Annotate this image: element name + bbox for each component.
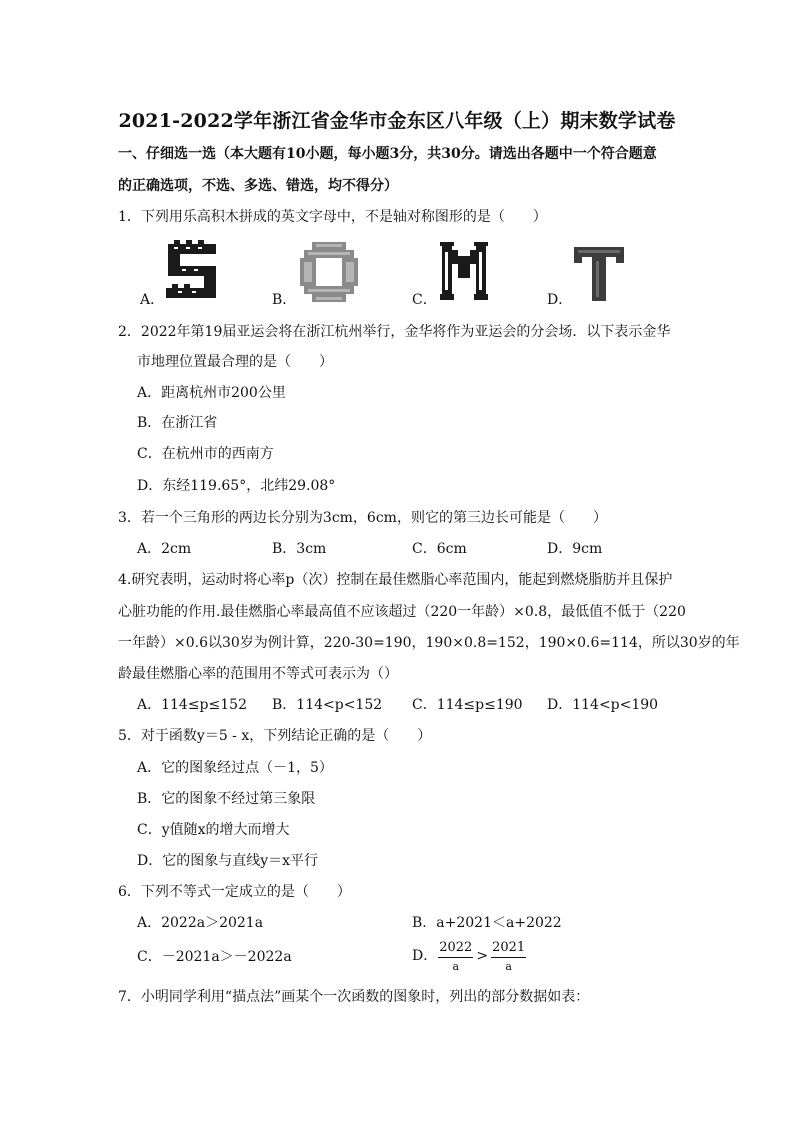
q4-option-b: B．114<p<152: [272, 697, 383, 713]
q1-option-a-label: A．: [140, 292, 165, 308]
q3-option-a: A．2cm: [137, 541, 192, 557]
fraction-2021-over-a: [491, 940, 526, 973]
q2-option-b: B．在浙江省: [137, 415, 218, 431]
q3-option-d: D．9cm: [547, 541, 603, 557]
question-4-line-3: 一年龄）×0.6以30岁为例计算，220-30=190，190×0.8=152，190×0.6=114，所以30岁的年: [118, 635, 740, 651]
question-3-stem: 3．若一个三角形的两边长分别为3cm，6cm，则它的第三边长可能是（ ）: [118, 510, 607, 526]
q3-option-c: C．6cm: [412, 541, 467, 557]
q1-option-b-label: B．: [272, 292, 297, 308]
q2-option-d: D．东经119.65°，北纬29.08°: [137, 478, 336, 494]
question-4-line-2: 心脏功能的作用.最佳燃脂心率最高值不应该超过（220一年龄）×0.8，最低值不低于（220: [118, 604, 686, 620]
fraction-numerator: 2021: [491, 940, 526, 958]
page-title: 2021-2022学年浙江省金华市金东区八年级（上）期末数学试卷: [118, 110, 676, 132]
q6-option-b: B．a+2021＜a+2022: [412, 915, 562, 931]
q4-option-d: D．114<p<190: [547, 697, 659, 713]
fraction-denominator: a: [452, 959, 460, 973]
section-heading-line-2: 的正确选项，不选、多选、错选，均不得分）: [118, 178, 398, 194]
fraction-numerator: 2022: [438, 940, 473, 958]
q4-option-c: C．114≤p≤190: [412, 697, 523, 713]
q6-option-a: A．2022a＞2021a: [137, 915, 264, 931]
lego-letter-m-image: [440, 242, 488, 300]
greater-than-sign: >: [476, 947, 489, 964]
q2-option-a: A．距离杭州市200公里: [137, 385, 286, 401]
q5-option-a: A．它的图象经过点（－1，5）: [137, 760, 333, 776]
q5-option-c: C．y值随x的增大而增大: [137, 822, 290, 838]
question-1-stem: 1．下列用乐高积木拼成的英文字母中，不是轴对称图形的是（ ）: [118, 209, 547, 225]
q5-option-b: B．它的图象不经过第三象限: [137, 791, 316, 807]
q1-option-d-label: D．: [547, 292, 573, 308]
q2-option-c: C．在杭州市的西南方: [137, 446, 274, 462]
q6-option-d-label: D．: [412, 947, 438, 964]
section-heading-line-1: 一、仔细选一选（本大题有10小题，每小题3分，共30分。请选出各题中一个符合题意: [118, 146, 657, 162]
question-2-line-1: 2．2022年第19届亚运会将在浙江杭州举行，金华将作为亚运会的分会场．以下表示金华: [118, 324, 671, 340]
fraction-denominator: a: [505, 959, 512, 973]
question-6-stem: 6．下列不等式一定成立的是（ ）: [118, 884, 351, 900]
q6-option-c: C．－2021a＞－2022a: [137, 949, 292, 965]
question-7-stem: 7．小明同学利用“描点法”画某个一次函数的图象时，列出的部分数据如表：: [118, 989, 590, 1005]
q4-option-a: A．114≤p≤152: [137, 697, 247, 713]
q3-option-b: B．3cm: [272, 541, 327, 557]
question-4-line-4: 龄最佳燃脂心率的范围用不等式可表示为（）: [118, 666, 398, 682]
q5-option-d: D．它的图象与直线y＝x平行: [137, 853, 319, 869]
lego-letter-t-image: [574, 247, 624, 301]
q1-option-c-label: C．: [412, 292, 437, 308]
fraction-2022-over-a: [438, 940, 473, 973]
lego-letter-s-image: [164, 240, 222, 302]
question-2-line-2: 市地理位置最合理的是（ ）: [137, 354, 333, 370]
question-5-stem: 5．对于函数y＝5 - x，下列结论正确的是（ ）: [118, 728, 432, 744]
q6-option-d: [412, 940, 527, 973]
question-4-line-1: 4.研究表明，运动时将心率p（次）控制在最佳燃脂心率范围内，能起到燃烧脂肪并且保护: [118, 572, 673, 588]
lego-letter-o-image: [300, 242, 358, 302]
